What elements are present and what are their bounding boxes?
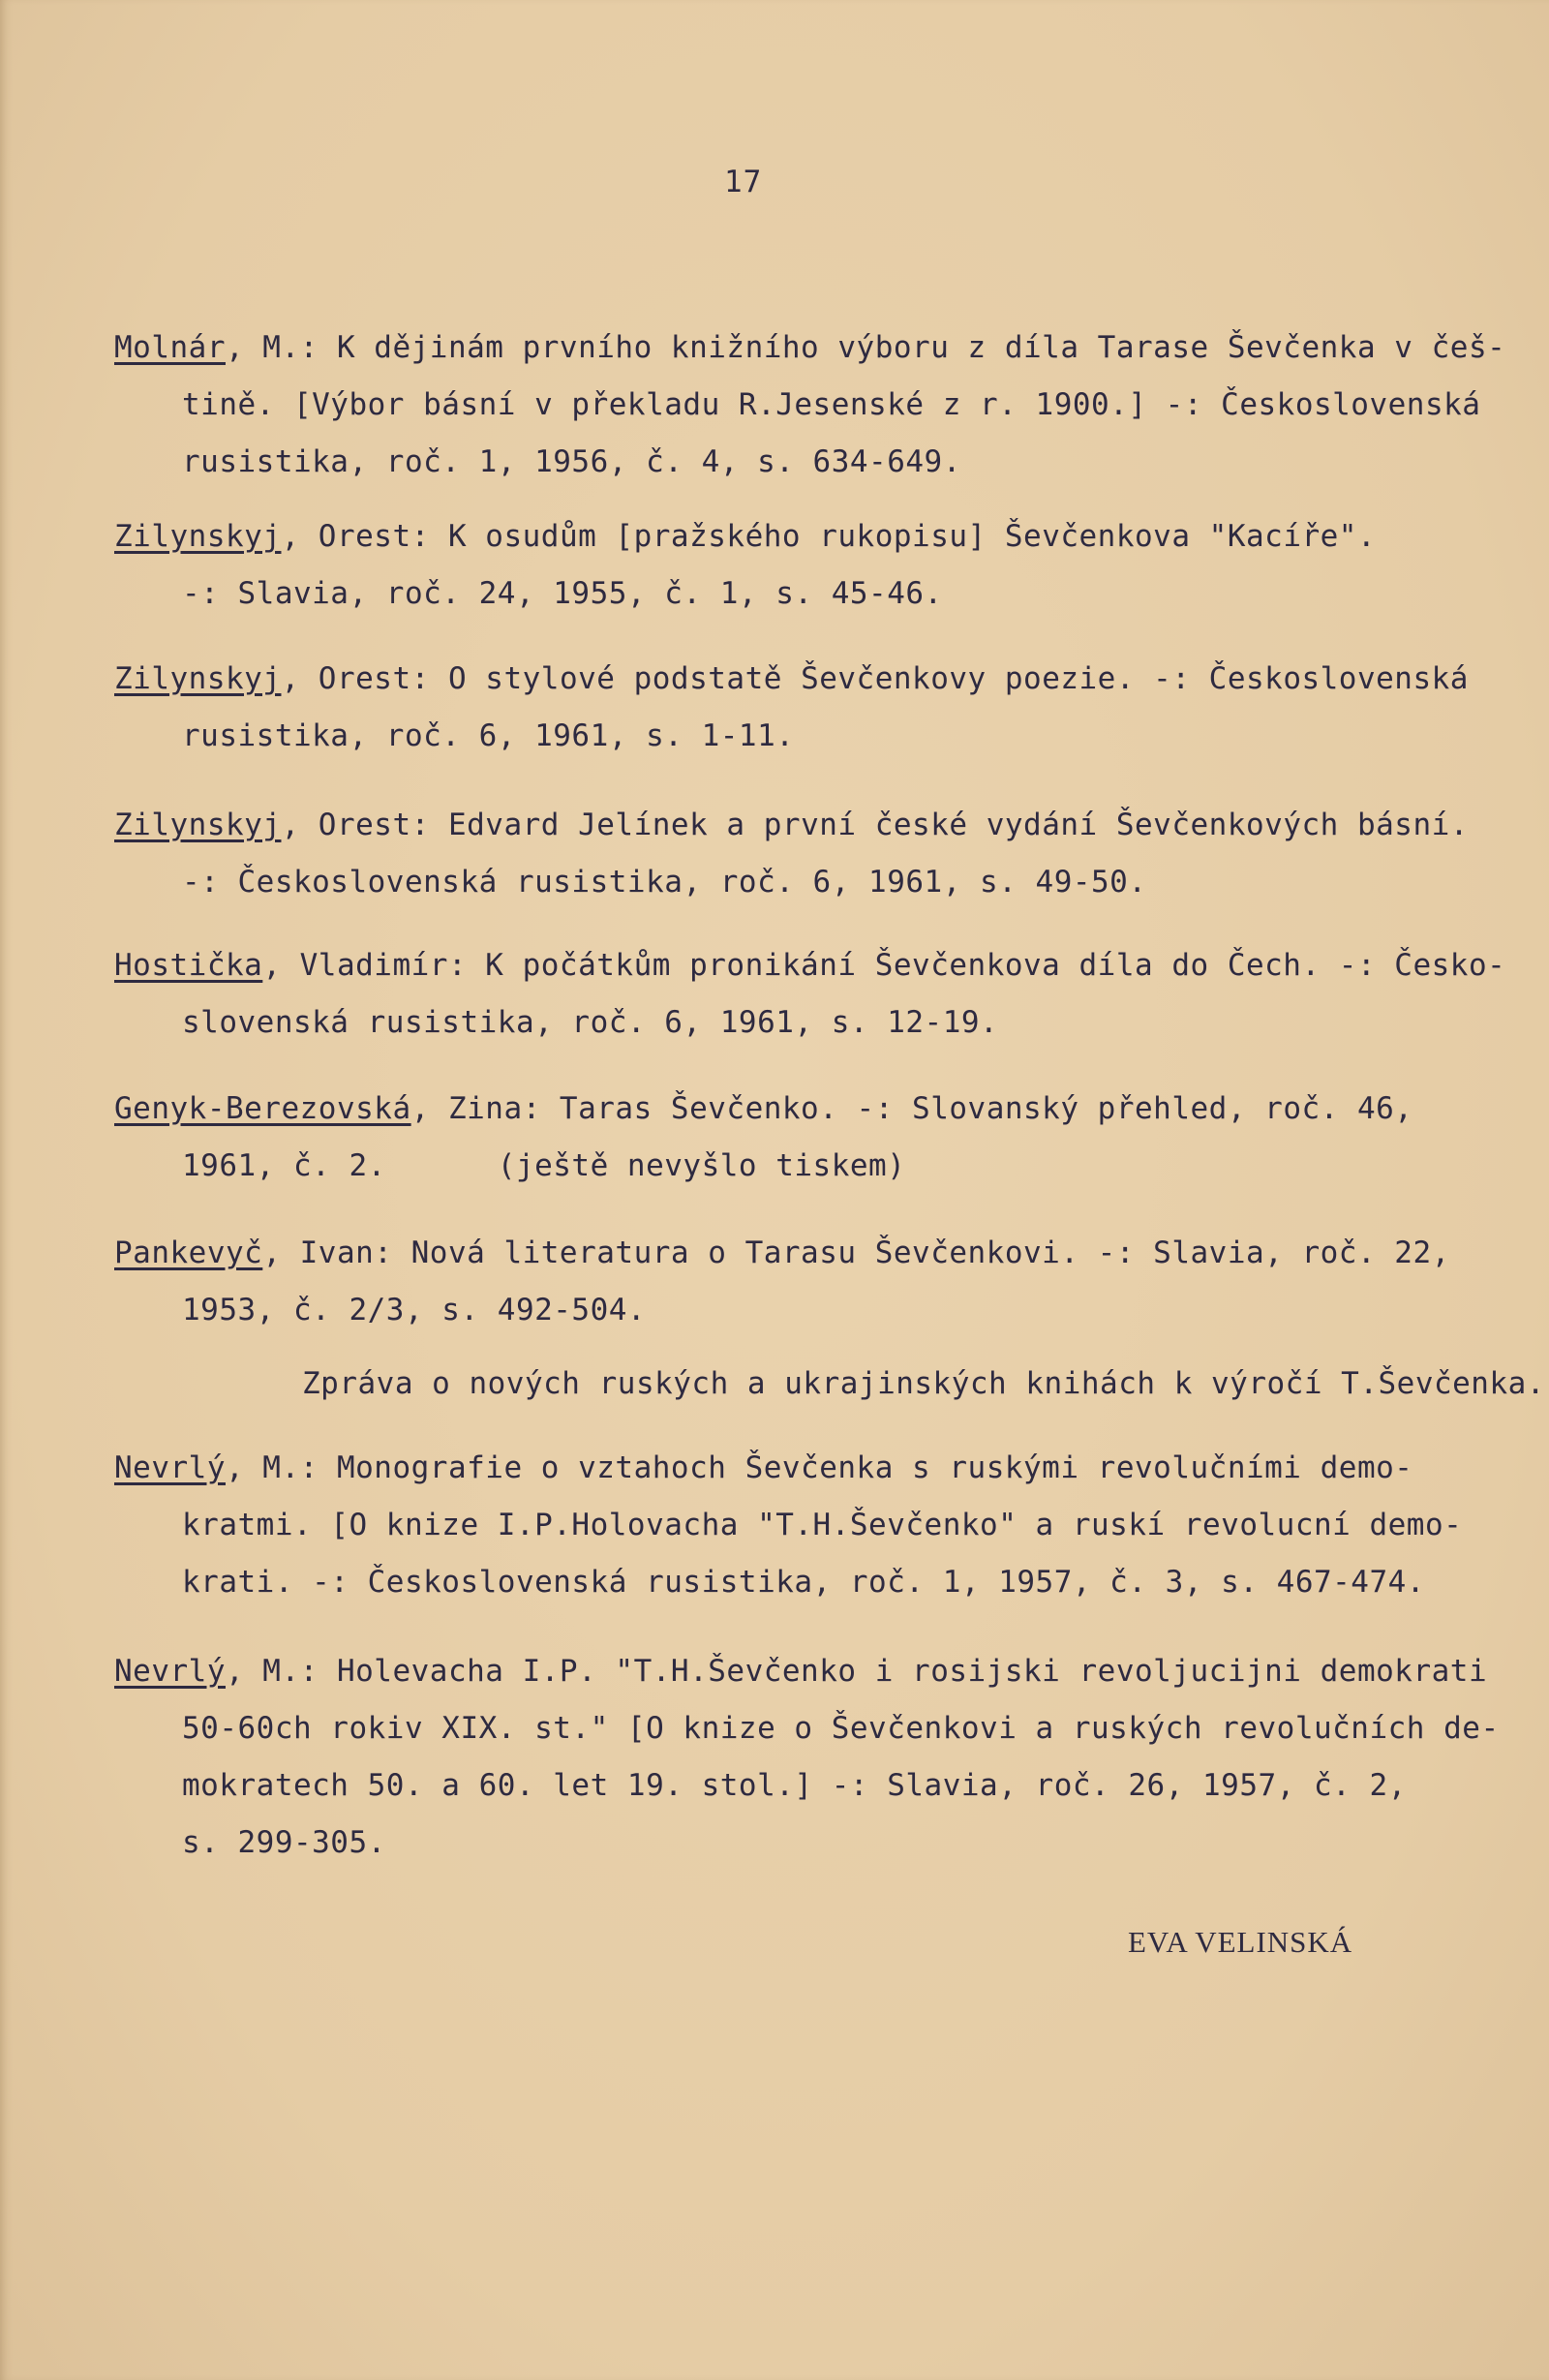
entry-author: Zilynskyj — [114, 808, 282, 842]
entry-first-line — [114, 1440, 1450, 1497]
entry-text: , Orest: Edvard Jelínek a první české vydání Ševčenkových básní. — [281, 808, 1469, 842]
entry-line: s. 299-305. — [182, 1825, 386, 1860]
entry-author: Zilynskyj — [114, 661, 282, 696]
entry-author: Hostička — [114, 948, 263, 983]
bibliography-entry — [114, 797, 1469, 911]
entry-text: , Orest: K osudům [pražského rukopisu] Ševčenkova "Kacíře". — [281, 519, 1377, 554]
bibliography-entry — [114, 508, 1450, 623]
entry-text: , Zina: Taras Ševčenko. -: Slovanský přehled, roč. 46, — [410, 1091, 1413, 1126]
entry-first-line — [114, 1643, 1488, 1700]
entry-line: mokratech 50. a 60. let 19. stol.] -: Slavia, roč. 26, 1957, č. 2, — [182, 1768, 1407, 1803]
entry-line: rusistika, roč. 6, 1961, s. 1-11. — [182, 718, 795, 753]
entry-text: , Ivan: Nová literatura o Tarasu Ševčenkovi. -: Slavia, roč. 22, — [262, 1236, 1450, 1270]
bibliography-entry — [114, 1081, 1450, 1195]
entry-author: Zilynskyj — [114, 519, 282, 554]
entry-first-line — [114, 1081, 1450, 1138]
entry-line: tině. [Výbor básní v překladu R.Jesenské z r. 1900.] -: Československá — [182, 387, 1481, 422]
entry-first-line — [114, 508, 1450, 565]
bibliography-entry — [114, 651, 1469, 765]
bibliography-entry — [114, 1225, 1450, 1339]
entry-first-line — [114, 320, 1506, 377]
entry-text: , Vladimír: K počátkům pronikání Ševčenkova díla do Čech. -: Česko- — [262, 948, 1506, 983]
entry-line: rusistika, roč. 1, 1956, č. 4, s. 634-649. — [182, 444, 961, 479]
signature: EVA VELINSKÁ — [1128, 1925, 1353, 1959]
bibliography-entry — [114, 1440, 1463, 1611]
entry-text: , M.: Holevacha I.P. "T.H.Ševčenko i rosijski revoljucijni demokrati — [225, 1654, 1488, 1689]
bibliography-entry — [114, 320, 1506, 491]
entry-line: -: Československá rusistika, roč. 6, 1961, s. 49-50. — [182, 865, 1147, 900]
entry-author: Pankevyč — [114, 1236, 263, 1270]
entry-first-line — [114, 937, 1506, 994]
entry-line: slovenská rusistika, roč. 6, 1961, s. 12-19. — [182, 1005, 999, 1040]
entry-text: , M.: Monografie o vztahoch Ševčenka s ruskými revolučními demo- — [225, 1450, 1413, 1485]
note-line: Zpráva o nových ruských a ukrajinských knihách k výročí T.Ševčenka. — [302, 1366, 1545, 1401]
entry-first-line — [114, 797, 1469, 854]
entry-line: krati. -: Československá rusistika, roč. 1, 1957, č. 3, s. 467-474. — [182, 1565, 1425, 1600]
entry-line: -: Slavia, roč. 24, 1955, č. 1, s. 45-46. — [182, 576, 943, 611]
entry-line: 1953, č. 2/3, s. 492-504. — [182, 1293, 647, 1327]
entry-text: , Orest: O stylové podstatě Ševčenkovy poezie. -: Československá — [281, 661, 1469, 696]
entry-line: 1961, č. 2. (ještě nevyšlo tiskem) — [182, 1148, 906, 1183]
entry-author: Molnár — [114, 330, 226, 365]
bibliography-entry — [114, 937, 1506, 1052]
entry-author: Nevrlý — [114, 1450, 226, 1485]
entry-line: 50-60ch rokiv XIX. st." [O knize o Ševčenkovi a ruských revolučních de- — [182, 1711, 1500, 1746]
entry-author: Nevrlý — [114, 1654, 226, 1689]
entry-first-line — [114, 1225, 1450, 1282]
bibliography-entry — [114, 1643, 1500, 1872]
page-number: 17 — [724, 165, 763, 199]
entry-text: , M.: K dějinám prvního knižního výboru z díla Tarase Ševčenka v češ- — [225, 330, 1506, 365]
entry-line: kratmi. [O knize I.P.Holovacha "T.H.Ševčenko" a ruskí revolucní demo- — [182, 1508, 1463, 1542]
entry-author: Genyk-Berezovská — [114, 1091, 411, 1126]
entry-first-line — [114, 651, 1469, 708]
